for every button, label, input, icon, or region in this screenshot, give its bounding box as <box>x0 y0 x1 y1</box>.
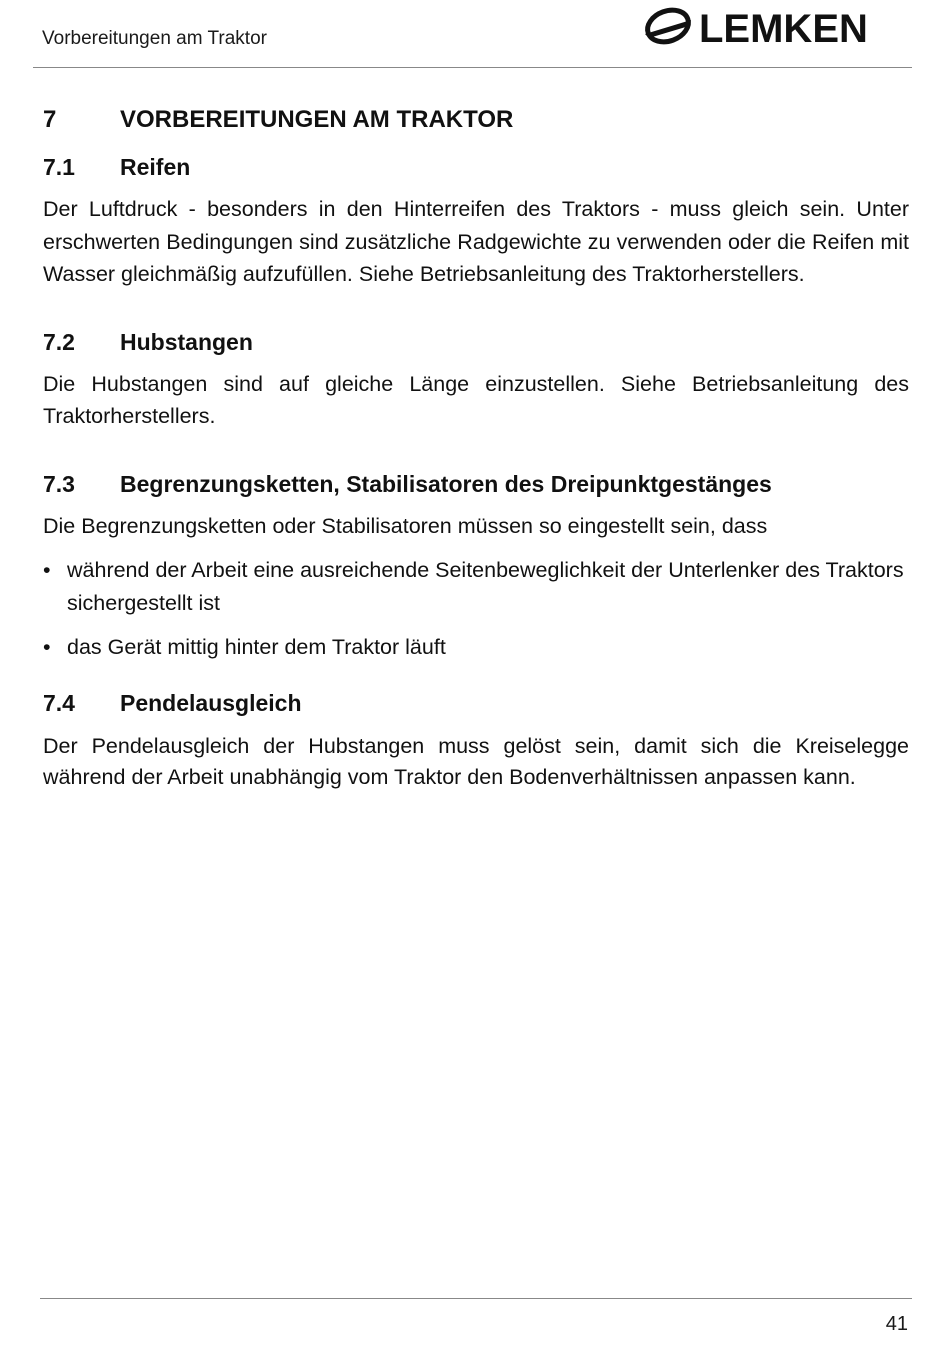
section-heading-begrenzungsketten <box>43 471 909 498</box>
chapter-heading <box>43 106 909 134</box>
section-number: 7.4 <box>43 689 75 716</box>
svg-text:LEMKEN: LEMKEN <box>699 7 868 51</box>
bullet-list <box>43 554 909 664</box>
section-text-hubstangen: Die Hubstangen sind auf gleiche Länge einzustellen. Siehe Betriebsanleitung des Traktorherstellers. <box>43 371 909 428</box>
footer-divider <box>40 1298 912 1299</box>
section-text-pendelausgleich: Der Pendelausgleich der Hubstangen muss gelöst sein, damit sich die Kreiselegge während der Arbeit unabhängig vom Traktor den Bodenverhältnissen anpassen kann. <box>43 733 909 789</box>
section-heading-reifen <box>43 154 909 181</box>
page-content <box>43 106 909 793</box>
list-item <box>43 554 909 619</box>
lemken-emblem-icon <box>643 5 693 48</box>
section-title: Hubstangen <box>120 328 253 355</box>
lemken-logo <box>643 4 905 54</box>
list-item-text: während der Arbeit eine ausreichende Seitenbeweglichkeit der Unterlenker des Traktors sichergestellt ist <box>67 558 904 615</box>
section-number: 7.3 <box>43 470 75 497</box>
bullet-icon: • <box>43 635 51 659</box>
section-title: Reifen <box>120 154 191 180</box>
section-title: Begrenzungsketten, Stabilisatoren des Dreipunktgestänges <box>120 470 772 497</box>
running-header: Vorbereitungen am Traktor <box>42 28 267 49</box>
chapter-number: 7 <box>43 106 57 133</box>
list-item <box>43 631 909 664</box>
section-number: 7.1 <box>43 154 75 180</box>
page-number: 41 <box>885 1313 908 1335</box>
section-number: 7.2 <box>43 328 75 355</box>
section-title: Pendelausgleich <box>120 689 302 716</box>
header-divider <box>33 67 912 68</box>
chapter-title: VORBEREITUNGEN AM TRAKTOR <box>120 106 514 133</box>
section-text-reifen: Der Luftdruck - besonders in den Hinterreifen des Traktors - muss gleich sein. Unter erschwerten Bedingungen sind zusätzliche Radgewichte zu verwenden oder die Reifen mit Wasser gleichmäßig aufzufüllen. Siehe Betriebsanleitung des Traktorherstellers. <box>43 197 909 286</box>
list-item-text: das Gerät mittig hinter dem Traktor läuft <box>67 635 446 659</box>
section-heading-pendelausgleich <box>43 690 909 717</box>
section-heading-hubstangen <box>43 329 909 356</box>
section-text-begrenzungsketten: Die Begrenzungsketten oder Stabilisatoren müssen so eingestellt sein, dass <box>43 513 768 538</box>
bullet-icon: • <box>43 558 51 582</box>
